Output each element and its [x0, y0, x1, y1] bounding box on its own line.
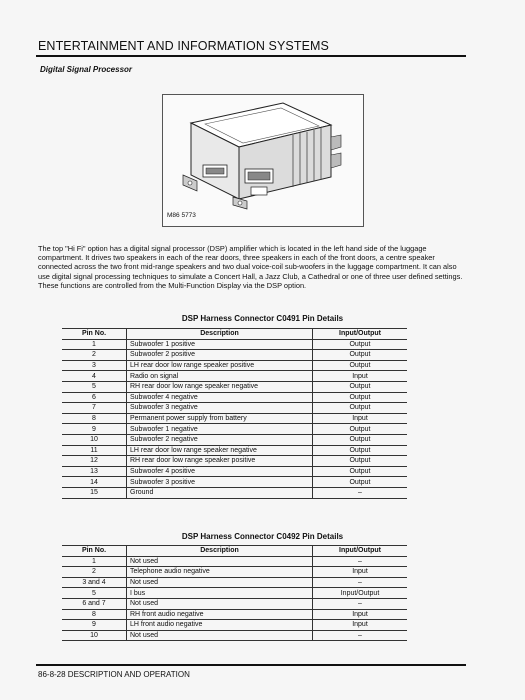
- io-cell: Output: [313, 456, 408, 467]
- table-row: [62, 567, 407, 578]
- io-cell: Output: [313, 392, 408, 403]
- pin-cell: 3 and 4: [62, 577, 127, 588]
- description-header: Description: [127, 546, 313, 557]
- pin-cell: 11: [62, 445, 127, 456]
- description-paragraph: The top "Hi Fi" option has a digital signal processor (DSP) amplifier which is located in the left hand side of the luggage compartment. It drives two speakers in each of the rear doors, three speakers in each of the front doors, a centre speaker connected across the two front mid-range speakers and two dual voice-coil sub-woofers in the luggage compartment. It can also use digital signal processing techniques to simulate a Concert Hall, a Jazz Club, a Cathedral or one of three user defined settings. These functions are controlled from the Multi-Function Display via the DSP option.: [38, 244, 463, 290]
- pin-cell: 14: [62, 477, 127, 488]
- table-row: [62, 588, 407, 599]
- description-header: Description: [127, 329, 313, 340]
- table1-caption: DSP Harness Connector C0491 Pin Details: [181, 314, 344, 323]
- table-row: [62, 598, 407, 609]
- table-row: [62, 577, 407, 588]
- pin-cell: 6 and 7: [62, 598, 127, 609]
- description-cell: I bus: [127, 588, 313, 599]
- io-cell: –: [313, 630, 408, 641]
- table-row: [62, 477, 407, 488]
- pin-cell: 3: [62, 360, 127, 371]
- description-cell: Ground: [127, 487, 313, 498]
- pin-cell: 2: [62, 350, 127, 361]
- description-cell: RH rear door low range speaker negative: [127, 381, 313, 392]
- section-title: Digital Signal Processor: [40, 65, 133, 74]
- table-row: [62, 466, 407, 477]
- description-cell: Not used: [127, 598, 313, 609]
- table-row: [62, 413, 407, 424]
- table2-caption: DSP Harness Connector C0492 Pin Details: [181, 532, 344, 541]
- description-cell: Subwoofer 1 negative: [127, 424, 313, 435]
- header-title: ENTERTAINMENT AND INFORMATION SYSTEMS: [38, 39, 329, 53]
- description-cell: RH front audio negative: [127, 609, 313, 620]
- description-cell: Subwoofer 2 positive: [127, 350, 313, 361]
- table-row: [62, 339, 407, 350]
- dsp-unit-figure: [162, 94, 364, 227]
- c0491-pin-table: [62, 328, 407, 499]
- description-cell: Not used: [127, 630, 313, 641]
- pin-cell: 4: [62, 371, 127, 382]
- description-cell: Subwoofer 2 negative: [127, 434, 313, 445]
- description-cell: Not used: [127, 556, 313, 567]
- io-cell: Input: [313, 413, 408, 424]
- header-rule: [36, 55, 466, 57]
- io-cell: Output: [313, 445, 408, 456]
- table-row: [62, 403, 407, 414]
- table-row: [62, 434, 407, 445]
- pin-cell: 2: [62, 567, 127, 578]
- description-cell: Permanent power supply from battery: [127, 413, 313, 424]
- pin-cell: 10: [62, 630, 127, 641]
- io-cell: Output: [313, 434, 408, 445]
- io-cell: Output: [313, 350, 408, 361]
- figure-code: M86 5773: [167, 212, 196, 219]
- io-cell: Output: [313, 477, 408, 488]
- description-cell: Subwoofer 3 negative: [127, 403, 313, 414]
- table-row: [62, 630, 407, 641]
- description-cell: Subwoofer 4 negative: [127, 392, 313, 403]
- description-cell: Subwoofer 3 positive: [127, 477, 313, 488]
- io-header: Input/Output: [313, 329, 408, 340]
- pin-cell: 15: [62, 487, 127, 498]
- table-row: [62, 360, 407, 371]
- footer-text: 86-8-28 DESCRIPTION AND OPERATION: [38, 670, 190, 679]
- io-cell: –: [313, 577, 408, 588]
- table-row: [62, 424, 407, 435]
- table-row: [62, 381, 407, 392]
- description-cell: Subwoofer 1 positive: [127, 339, 313, 350]
- io-cell: Output: [313, 339, 408, 350]
- table-row: [62, 371, 407, 382]
- description-cell: LH front audio negative: [127, 620, 313, 631]
- io-cell: Output: [313, 424, 408, 435]
- io-header: Input/Output: [313, 546, 408, 557]
- io-cell: Input: [313, 609, 408, 620]
- io-cell: Input: [313, 567, 408, 578]
- table-row: [62, 487, 407, 498]
- io-cell: –: [313, 487, 408, 498]
- pin-cell: 1: [62, 556, 127, 567]
- dsp-unit-illustration: [163, 95, 363, 226]
- pin-header: Pin No.: [62, 546, 127, 557]
- io-cell: Input: [313, 371, 408, 382]
- pin-cell: 9: [62, 620, 127, 631]
- description-cell: LH rear door low range speaker positive: [127, 360, 313, 371]
- table-row: [62, 620, 407, 631]
- table-row: [62, 350, 407, 361]
- io-cell: Output: [313, 360, 408, 371]
- pin-cell: 9: [62, 424, 127, 435]
- description-cell: Radio on signal: [127, 371, 313, 382]
- pin-cell: 5: [62, 381, 127, 392]
- pin-cell: 10: [62, 434, 127, 445]
- table-row: [62, 456, 407, 467]
- io-cell: Input: [313, 620, 408, 631]
- table-row: [62, 609, 407, 620]
- io-cell: Output: [313, 403, 408, 414]
- description-cell: Not used: [127, 577, 313, 588]
- description-cell: Telephone audio negative: [127, 567, 313, 578]
- pin-cell: 7: [62, 403, 127, 414]
- io-cell: Output: [313, 381, 408, 392]
- pin-cell: 8: [62, 609, 127, 620]
- pin-cell: 5: [62, 588, 127, 599]
- pin-cell: 13: [62, 466, 127, 477]
- pin-cell: 6: [62, 392, 127, 403]
- io-cell: –: [313, 598, 408, 609]
- pin-cell: 1: [62, 339, 127, 350]
- pin-cell: 12: [62, 456, 127, 467]
- footer-rule: [36, 664, 466, 666]
- description-cell: Subwoofer 4 positive: [127, 466, 313, 477]
- description-cell: LH rear door low range speaker negative: [127, 445, 313, 456]
- io-cell: Output: [313, 466, 408, 477]
- pin-cell: 8: [62, 413, 127, 424]
- table-row: [62, 445, 407, 456]
- pin-header: Pin No.: [62, 329, 127, 340]
- c0492-pin-table: [62, 545, 407, 641]
- table-row: [62, 556, 407, 567]
- description-cell: RH rear door low range speaker positive: [127, 456, 313, 467]
- io-cell: –: [313, 556, 408, 567]
- table-header-row: [62, 546, 407, 557]
- io-cell: Input/Output: [313, 588, 408, 599]
- table-header-row: [62, 329, 407, 340]
- table-row: [62, 392, 407, 403]
